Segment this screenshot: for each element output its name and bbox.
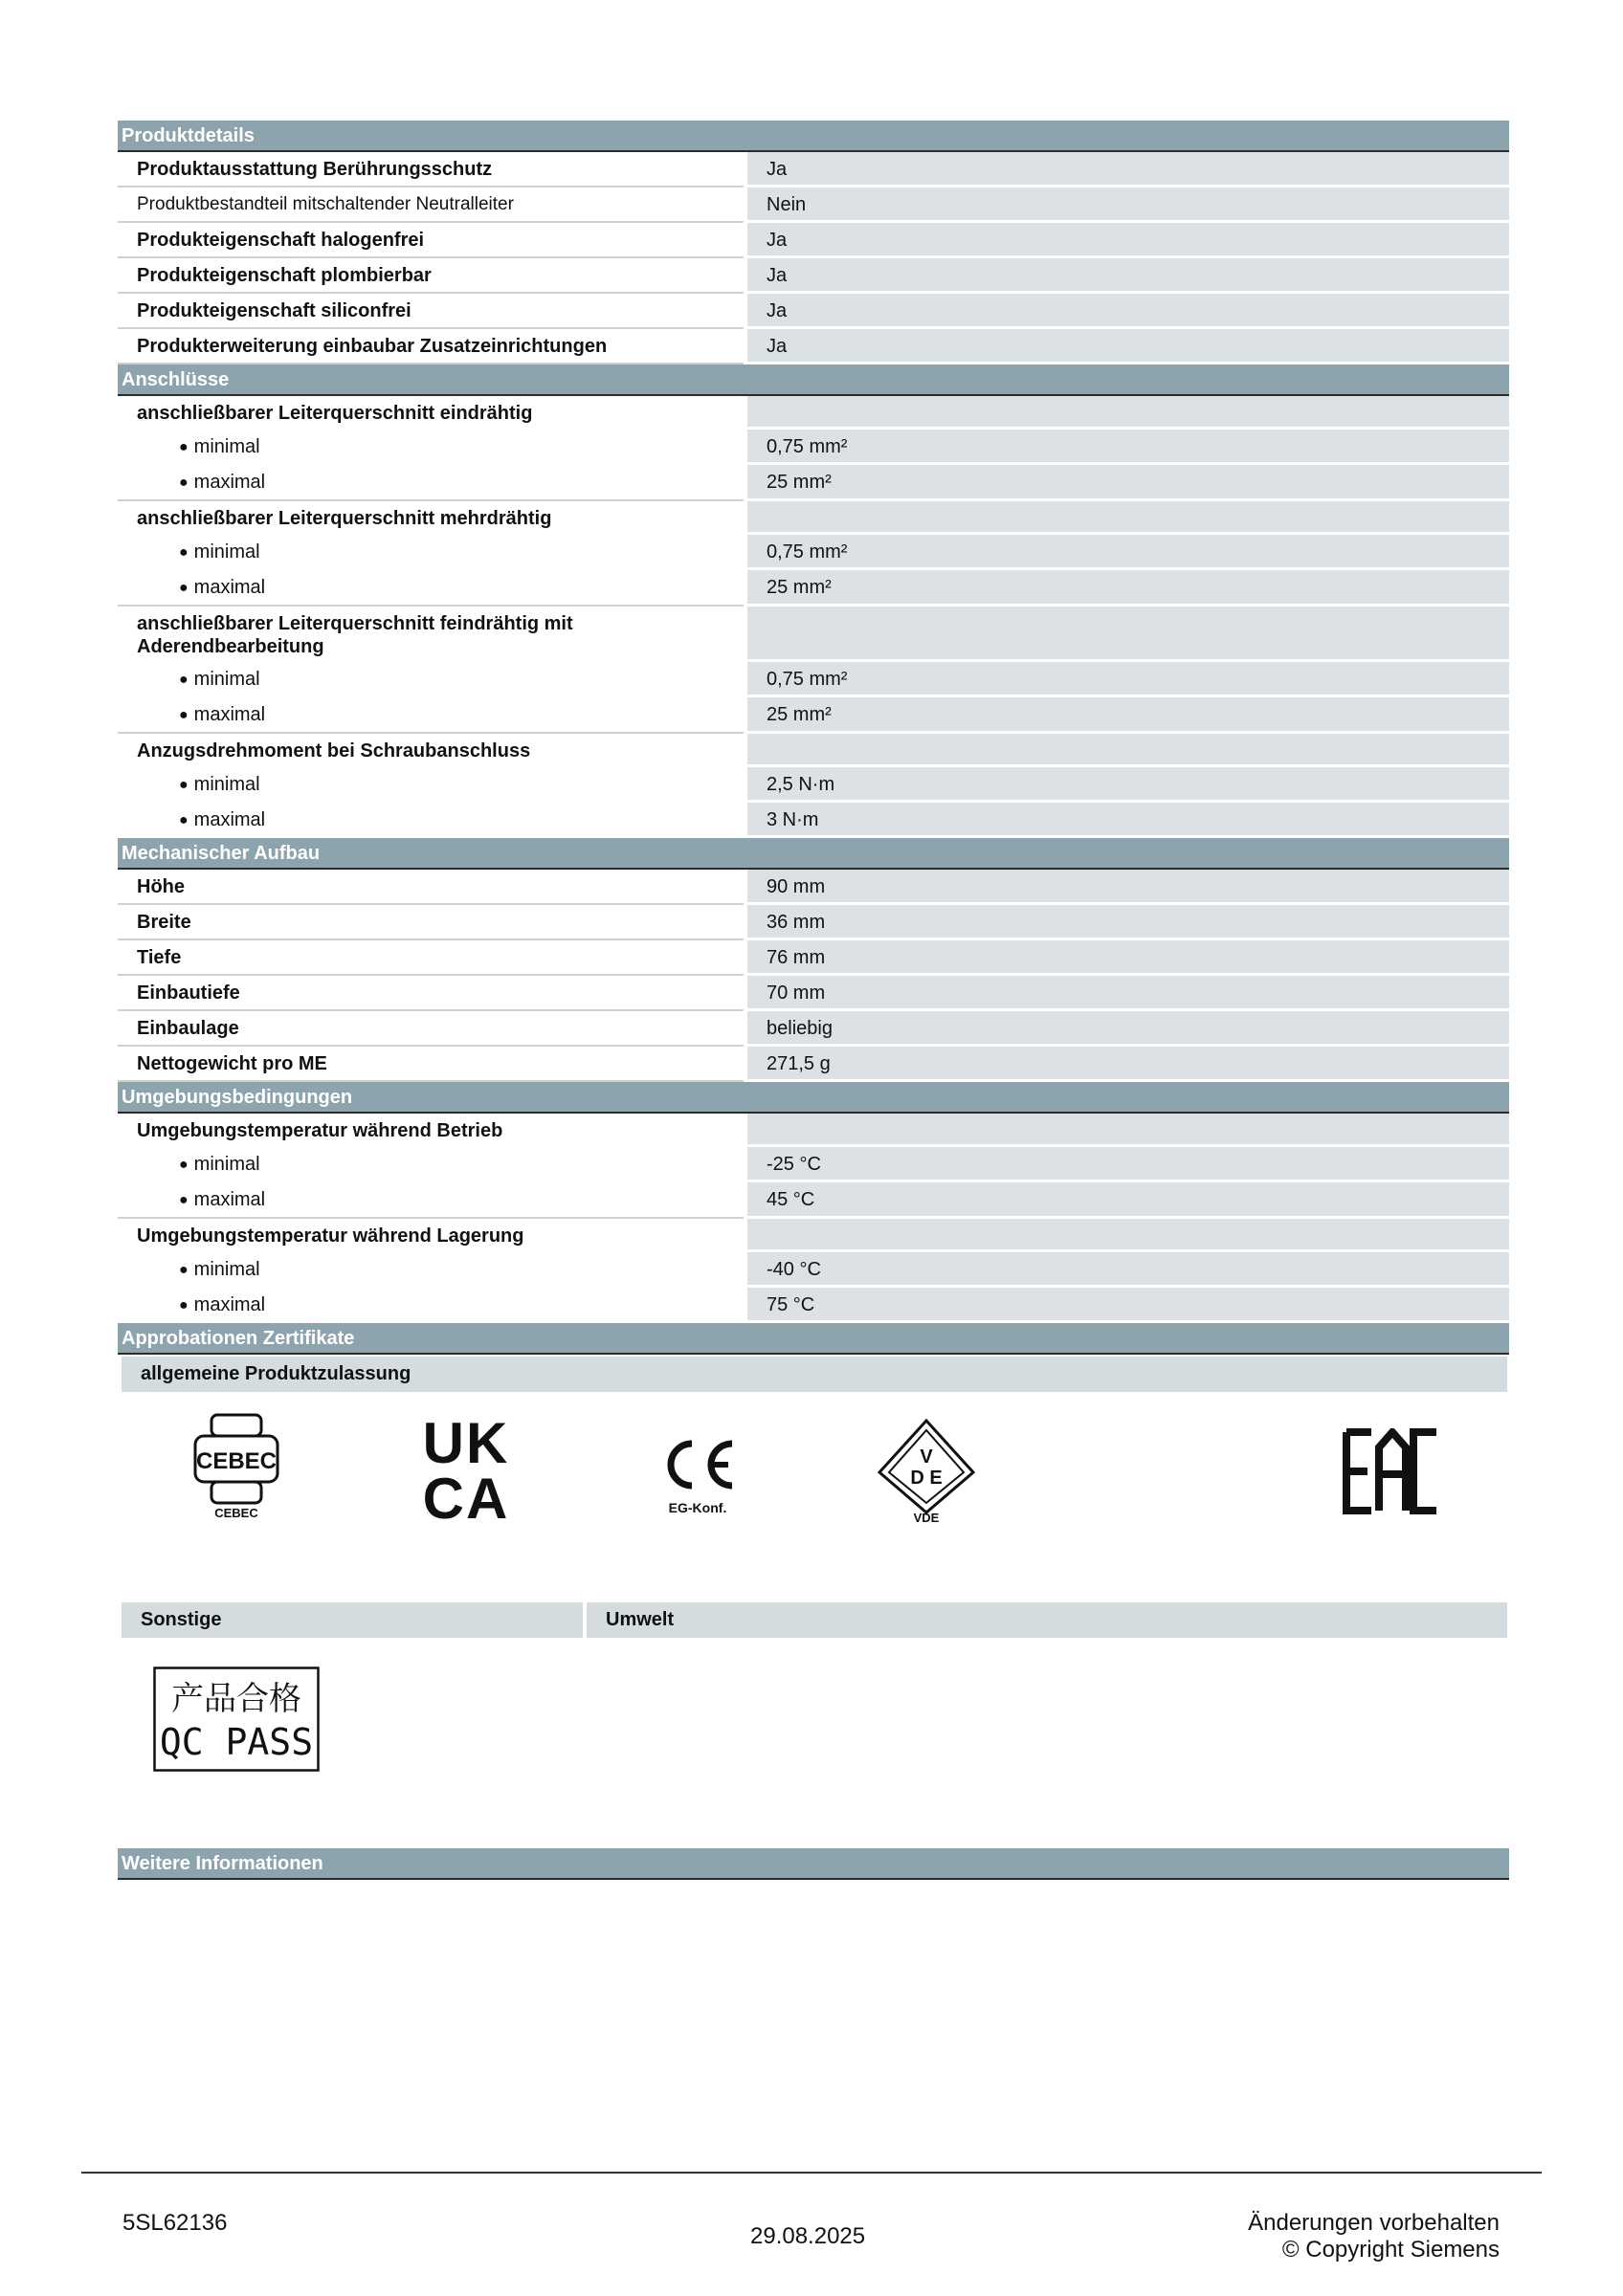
- bullet-icon: [179, 577, 194, 598]
- spec-row: [118, 870, 1509, 905]
- spec-sub-row: [118, 1288, 1509, 1323]
- footer-article-number: 5SL62136: [122, 2210, 228, 2236]
- spec-value: 3 N·m: [747, 803, 1509, 838]
- footer-notice: Änderungen vorbehalten: [1248, 2210, 1500, 2236]
- spec-group-row: [118, 1219, 1509, 1252]
- spec-value: -25 °C: [747, 1147, 1509, 1182]
- spec-sub-label: ● minimal: [118, 1147, 744, 1182]
- subheader-produktzulassung: allgemeine Produktzulassung: [122, 1357, 1507, 1392]
- spec-label: Produkteigenschaft halogenfrei: [118, 223, 744, 258]
- svg-text:产品合格: 产品合格: [171, 1680, 301, 1718]
- spec-row: [118, 905, 1509, 940]
- spec-sub-label: ● maximal: [118, 1182, 744, 1219]
- bullet-icon: [179, 1259, 194, 1280]
- spec-sub-row: [118, 535, 1509, 570]
- spec-value: beliebig: [747, 1011, 1509, 1047]
- spec-group-row: [118, 501, 1509, 535]
- spec-label: Produkteigenschaft plombierbar: [118, 258, 744, 294]
- spec-sub-label: ● minimal: [118, 767, 744, 803]
- spec-value: Ja: [747, 294, 1509, 329]
- subheader-umwelt: Umwelt: [587, 1602, 1507, 1638]
- spec-row: [118, 1011, 1509, 1047]
- spec-group-row: [118, 1114, 1509, 1147]
- bullet-icon: [179, 774, 194, 795]
- section-header-weitere: Weitere Informationen: [118, 1848, 1509, 1880]
- spec-group-row: [118, 396, 1509, 430]
- vde-mark-icon: [874, 1417, 979, 1524]
- spec-sub-label: ● minimal: [118, 430, 744, 465]
- spec-label: Produkterweiterung einbaubar Zusatzeinrichtungen: [118, 329, 744, 364]
- spec-sub-row: [118, 430, 1509, 465]
- section-header-umgebung: Umgebungsbedingungen: [118, 1082, 1509, 1114]
- spec-value: 0,75 mm²: [747, 535, 1509, 570]
- spec-row: [118, 152, 1509, 188]
- bullet-icon: [179, 704, 194, 725]
- spec-value-empty: [747, 501, 1509, 535]
- cebec-mark-icon: [192, 1413, 280, 1520]
- spec-row: [118, 258, 1509, 294]
- spec-value: 0,75 mm²: [747, 430, 1509, 465]
- spec-sub-label: ● maximal: [118, 697, 744, 734]
- spec-sub-label: ● maximal: [118, 1288, 744, 1323]
- spec-group-label: Umgebungstemperatur während Betrieb: [118, 1114, 744, 1147]
- footer-divider: [81, 2172, 1542, 2174]
- qc-pass-mark-icon: [153, 1667, 320, 1777]
- spec-value: 2,5 N·m: [747, 767, 1509, 803]
- spec-value: Ja: [747, 223, 1509, 258]
- spec-label: Einbautiefe: [118, 976, 744, 1011]
- spec-value: 25 mm²: [747, 465, 1509, 501]
- svg-text:V: V: [920, 1446, 933, 1468]
- svg-text:QC PASS: QC PASS: [159, 1721, 314, 1763]
- spec-value: 36 mm: [747, 905, 1509, 940]
- section-header-mechanik: Mechanischer Aufbau: [118, 838, 1509, 870]
- spec-row: [118, 188, 1509, 223]
- spec-sub-row: [118, 1182, 1509, 1219]
- ukca-mark-icon: [412, 1415, 520, 1520]
- svg-text:D E: D E: [910, 1468, 943, 1489]
- spec-row: [118, 940, 1509, 976]
- spec-value: 45 °C: [747, 1182, 1509, 1219]
- footer-date: 29.08.2025: [750, 2223, 866, 2249]
- bullet-icon: [179, 669, 194, 690]
- spec-value: -40 °C: [747, 1252, 1509, 1288]
- spec-value-empty: [747, 734, 1509, 767]
- spec-sub-label: ● maximal: [118, 570, 744, 607]
- subheader-row: [122, 1602, 1507, 1638]
- spec-sub-label: ● minimal: [118, 662, 744, 697]
- spec-sub-label: ● minimal: [118, 1252, 744, 1288]
- spec-sub-row: [118, 767, 1509, 803]
- spec-value: 75 °C: [747, 1288, 1509, 1323]
- bullet-icon: [179, 472, 194, 493]
- spec-value: 70 mm: [747, 976, 1509, 1011]
- certificate-strip: [118, 1392, 1509, 1583]
- spec-value-empty: [747, 1114, 1509, 1147]
- spec-group-label: anschließbarer Leiterquerschnitt eindrähtig: [118, 396, 744, 430]
- spec-group-row: [118, 607, 1509, 662]
- spec-group-label: Umgebungstemperatur während Lagerung: [118, 1219, 744, 1252]
- spec-label: Produktbestandteil mitschaltender Neutralleiter: [118, 188, 744, 223]
- spec-value: 271,5 g: [747, 1047, 1509, 1082]
- spec-group-label: Anzugsdrehmoment bei Schraubanschluss: [118, 734, 744, 767]
- spec-group-row: [118, 734, 1509, 767]
- spec-value: Ja: [747, 258, 1509, 294]
- bullet-icon: [179, 809, 194, 830]
- bullet-icon: [179, 436, 194, 457]
- svg-text:UK: UK: [422, 1415, 510, 1475]
- spec-value: Ja: [747, 152, 1509, 188]
- other-certificates: [118, 1638, 1509, 1848]
- spec-value: Nein: [747, 188, 1509, 223]
- bullet-icon: [179, 541, 194, 563]
- bullet-icon: [179, 1154, 194, 1175]
- spec-value: Ja: [747, 329, 1509, 364]
- spec-sub-label: ● minimal: [118, 535, 744, 570]
- spec-label: Tiefe: [118, 940, 744, 976]
- spec-sub-row: [118, 662, 1509, 697]
- spec-value-empty: [747, 396, 1509, 430]
- spec-value: 76 mm: [747, 940, 1509, 976]
- spec-value: 90 mm: [747, 870, 1509, 905]
- spec-row: [118, 976, 1509, 1011]
- spec-value-empty: [747, 1219, 1509, 1252]
- spec-row: [118, 1047, 1509, 1082]
- spec-sub-row: [118, 570, 1509, 607]
- spec-row: [118, 329, 1509, 364]
- spec-sub-label: ● maximal: [118, 465, 744, 501]
- eac-mark-icon: [1343, 1428, 1442, 1514]
- spec-value-empty: [747, 607, 1509, 662]
- spec-group-label: anschließbarer Leiterquerschnitt feindrähtig mit Aderendbearbeitung: [118, 607, 744, 662]
- spec-value: 25 mm²: [747, 570, 1509, 607]
- bullet-icon: [179, 1294, 194, 1315]
- spec-label: Einbaulage: [118, 1011, 744, 1047]
- datasheet: [118, 121, 1509, 1880]
- spec-sub-row: [118, 697, 1509, 734]
- bullet-icon: [179, 1189, 194, 1210]
- svg-text:CEBEC: CEBEC: [214, 1506, 258, 1520]
- spec-sub-row: [118, 465, 1509, 501]
- spec-value: 0,75 mm²: [747, 662, 1509, 697]
- svg-text:CEBEC: CEBEC: [195, 1448, 278, 1474]
- spec-row: [118, 294, 1509, 329]
- svg-text:EG-Konf.: EG-Konf.: [668, 1500, 727, 1515]
- spec-value: 25 mm²: [747, 697, 1509, 734]
- spec-group-label: anschließbarer Leiterquerschnitt mehrdrähtig: [118, 501, 744, 535]
- subheader-sonstige: Sonstige: [122, 1602, 583, 1638]
- ce-mark-icon: [656, 1432, 742, 1518]
- spec-sub-label: ● maximal: [118, 803, 744, 838]
- spec-sub-row: [118, 803, 1509, 838]
- spec-sub-row: [118, 1252, 1509, 1288]
- spec-label: Nettogewicht pro ME: [118, 1047, 744, 1082]
- svg-text:VDE: VDE: [913, 1511, 940, 1524]
- spec-row: [118, 223, 1509, 258]
- spec-sub-row: [118, 1147, 1509, 1182]
- footer-copyright: © Copyright Siemens: [1281, 2237, 1500, 2263]
- spec-label: Breite: [118, 905, 744, 940]
- spec-label: Produktausstattung Berührungsschutz: [118, 152, 744, 188]
- spec-label: Produkteigenschaft siliconfrei: [118, 294, 744, 329]
- svg-text:CA: CA: [422, 1467, 510, 1520]
- section-header-approbationen: Approbationen Zertifikate: [118, 1323, 1509, 1355]
- section-header-anschluesse: Anschlüsse: [118, 364, 1509, 396]
- spec-label: Höhe: [118, 870, 744, 905]
- section-header-produktdetails: Produktdetails: [118, 121, 1509, 152]
